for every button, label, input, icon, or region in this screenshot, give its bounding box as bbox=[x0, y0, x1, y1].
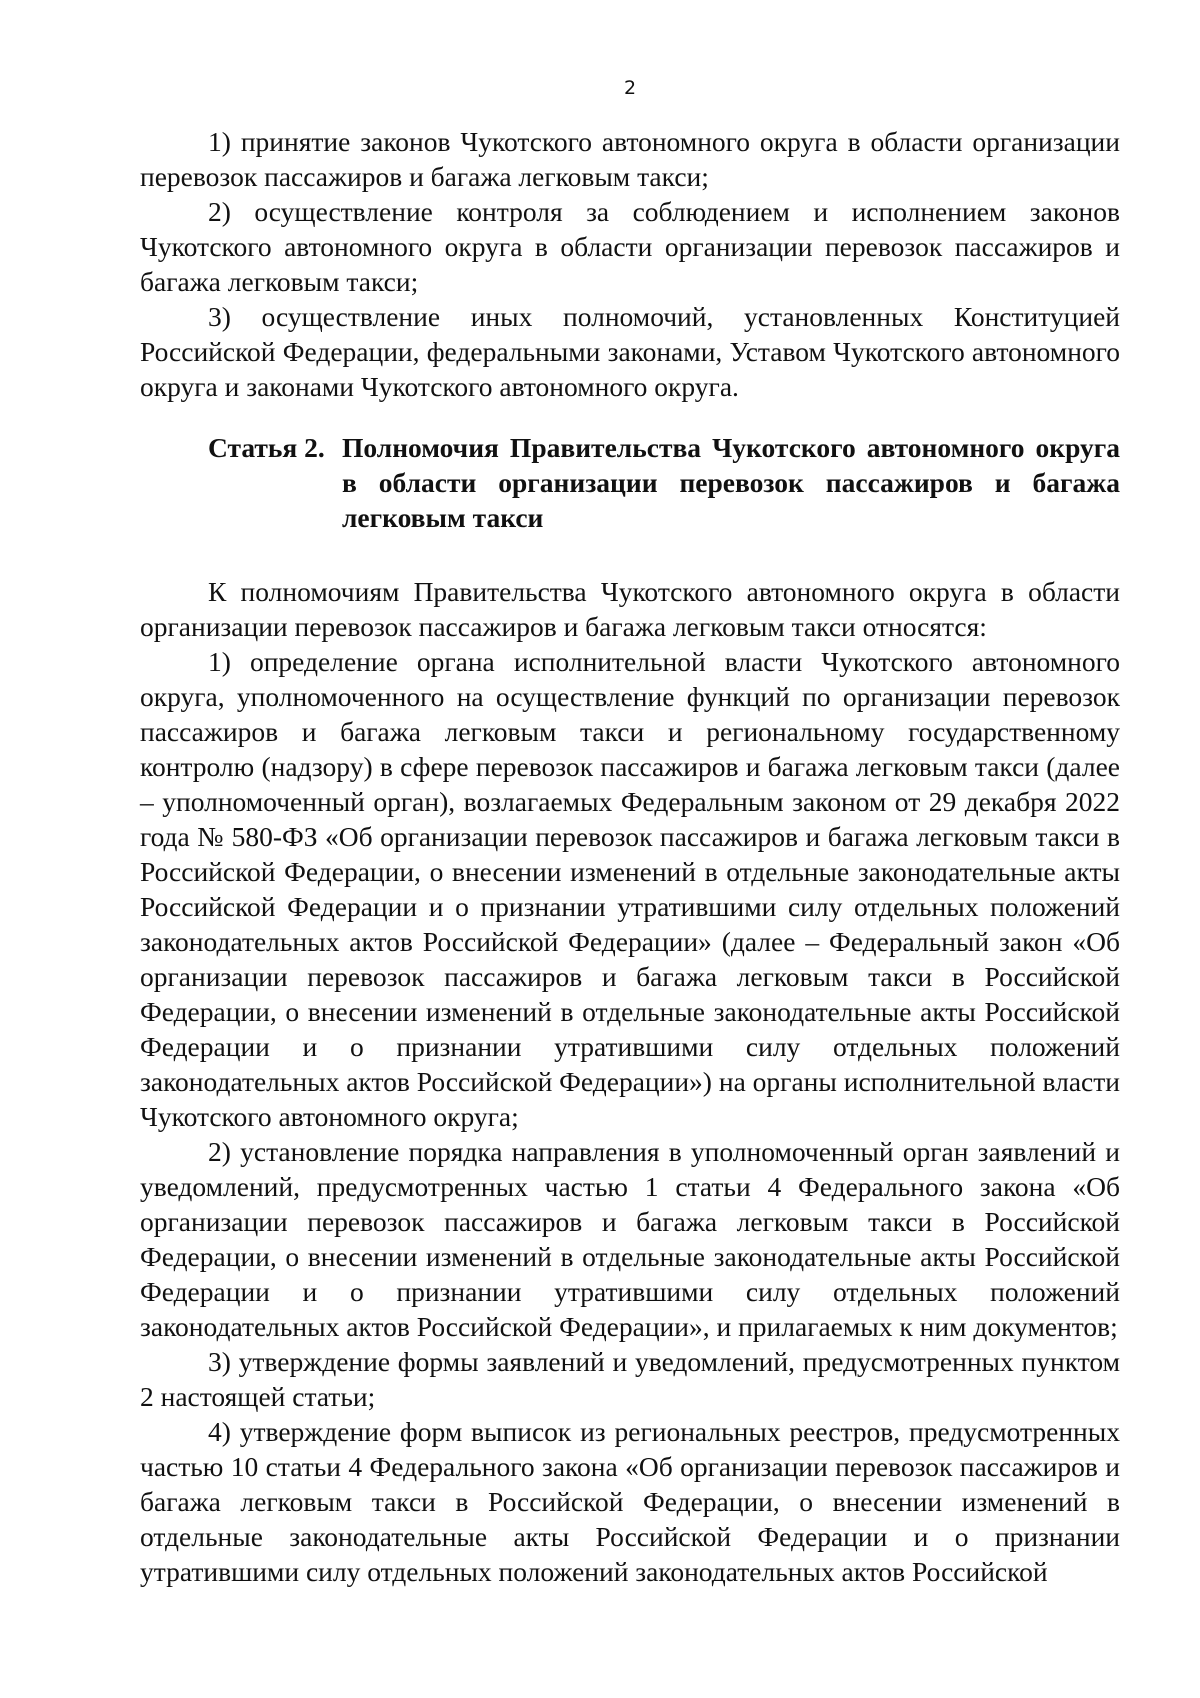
article-title: Полномочия Правительства Чукотского автономного округа в области организации перевозок пассажиров и багажа легковым такси bbox=[342, 432, 1120, 533]
article-heading bbox=[140, 430, 1120, 535]
body-item: 3) утверждение формы заявлений и уведомлений, предусмотренных пунктом 2 настоящей статьи; bbox=[140, 1346, 1120, 1412]
article-label: Статья 2. bbox=[208, 432, 325, 463]
intro-item: 2) осуществление контроля за соблюдением и исполнением законов Чукотского автономного округа в области организации перевозок пассажиров и багажа легковым такси; bbox=[140, 196, 1120, 297]
intro-list bbox=[140, 124, 1120, 404]
article-body bbox=[140, 574, 1120, 1589]
page-number: 2 bbox=[623, 77, 637, 99]
body-item: 4) утверждение форм выписок из региональных реестров, предусмотренных частью 10 статьи 4 Федерального закона «Об организации перевозок пассажиров и багажа легковым такси в Российской Федерации, о внесении изменений в отдельные законодательные акты Российской Федерации и о признании утратившими силу отдельных положений законодательных актов Российской bbox=[140, 1416, 1120, 1587]
intro-item: 1) принятие законов Чукотского автономного округа в области организации перевозок пассажиров и багажа легковым такси; bbox=[140, 126, 1120, 192]
body-lead: К полномочиям Правительства Чукотского автономного округа в области организации перевозок пассажиров и багажа легковым такси относятся: bbox=[140, 576, 1120, 642]
body-item: 2) установление порядка направления в уполномоченный орган заявлений и уведомлений, предусмотренных частью 1 статьи 4 Федерального закона «Об организации перевозок пассажиров и багажа легковым такси в Российской Федерации, о внесении изменений в отдельные законодательные акты Российской Федерации и о признании утратившими силу отдельных положений законодательных актов Российской Федерации», и прилагаемых к ним документов; bbox=[140, 1136, 1120, 1342]
intro-item: 3) осуществление иных полномочий, установленных Конституцией Российской Федерации, федеральными законами, Уставом Чукотского автономного округа и законами Чукотского автономного округа. bbox=[140, 301, 1120, 402]
body-item: 1) определение органа исполнительной власти Чукотского автономного округа, уполномоченного на осуществление функций по организации перевозок пассажиров и багажа легковым такси и региональному государственному контролю (надзору) в сфере перевозок пассажиров и багажа легковым такси (далее – уполномоченный орган), возлагаемых Федеральным законом от 29 декабря 2022 года № 580-ФЗ «Об организации перевозок пассажиров и багажа легковым такси в Российской Федерации, о внесении изменений в отдельные законодательные акты Российской Федерации и о признании утратившими силу отдельных положений законодательных актов Российской Федерации» (далее – Федеральный закон «Об организации перевозок пассажиров и багажа легковым такси в Российской Федерации, о внесении изменений в отдельные законодательные акты Российской Федерации и о признании утратившими силу отдельных положений законодательных актов Российской Федерации») на органы исполнительной власти Чукотского автономного округа; bbox=[140, 646, 1120, 1132]
